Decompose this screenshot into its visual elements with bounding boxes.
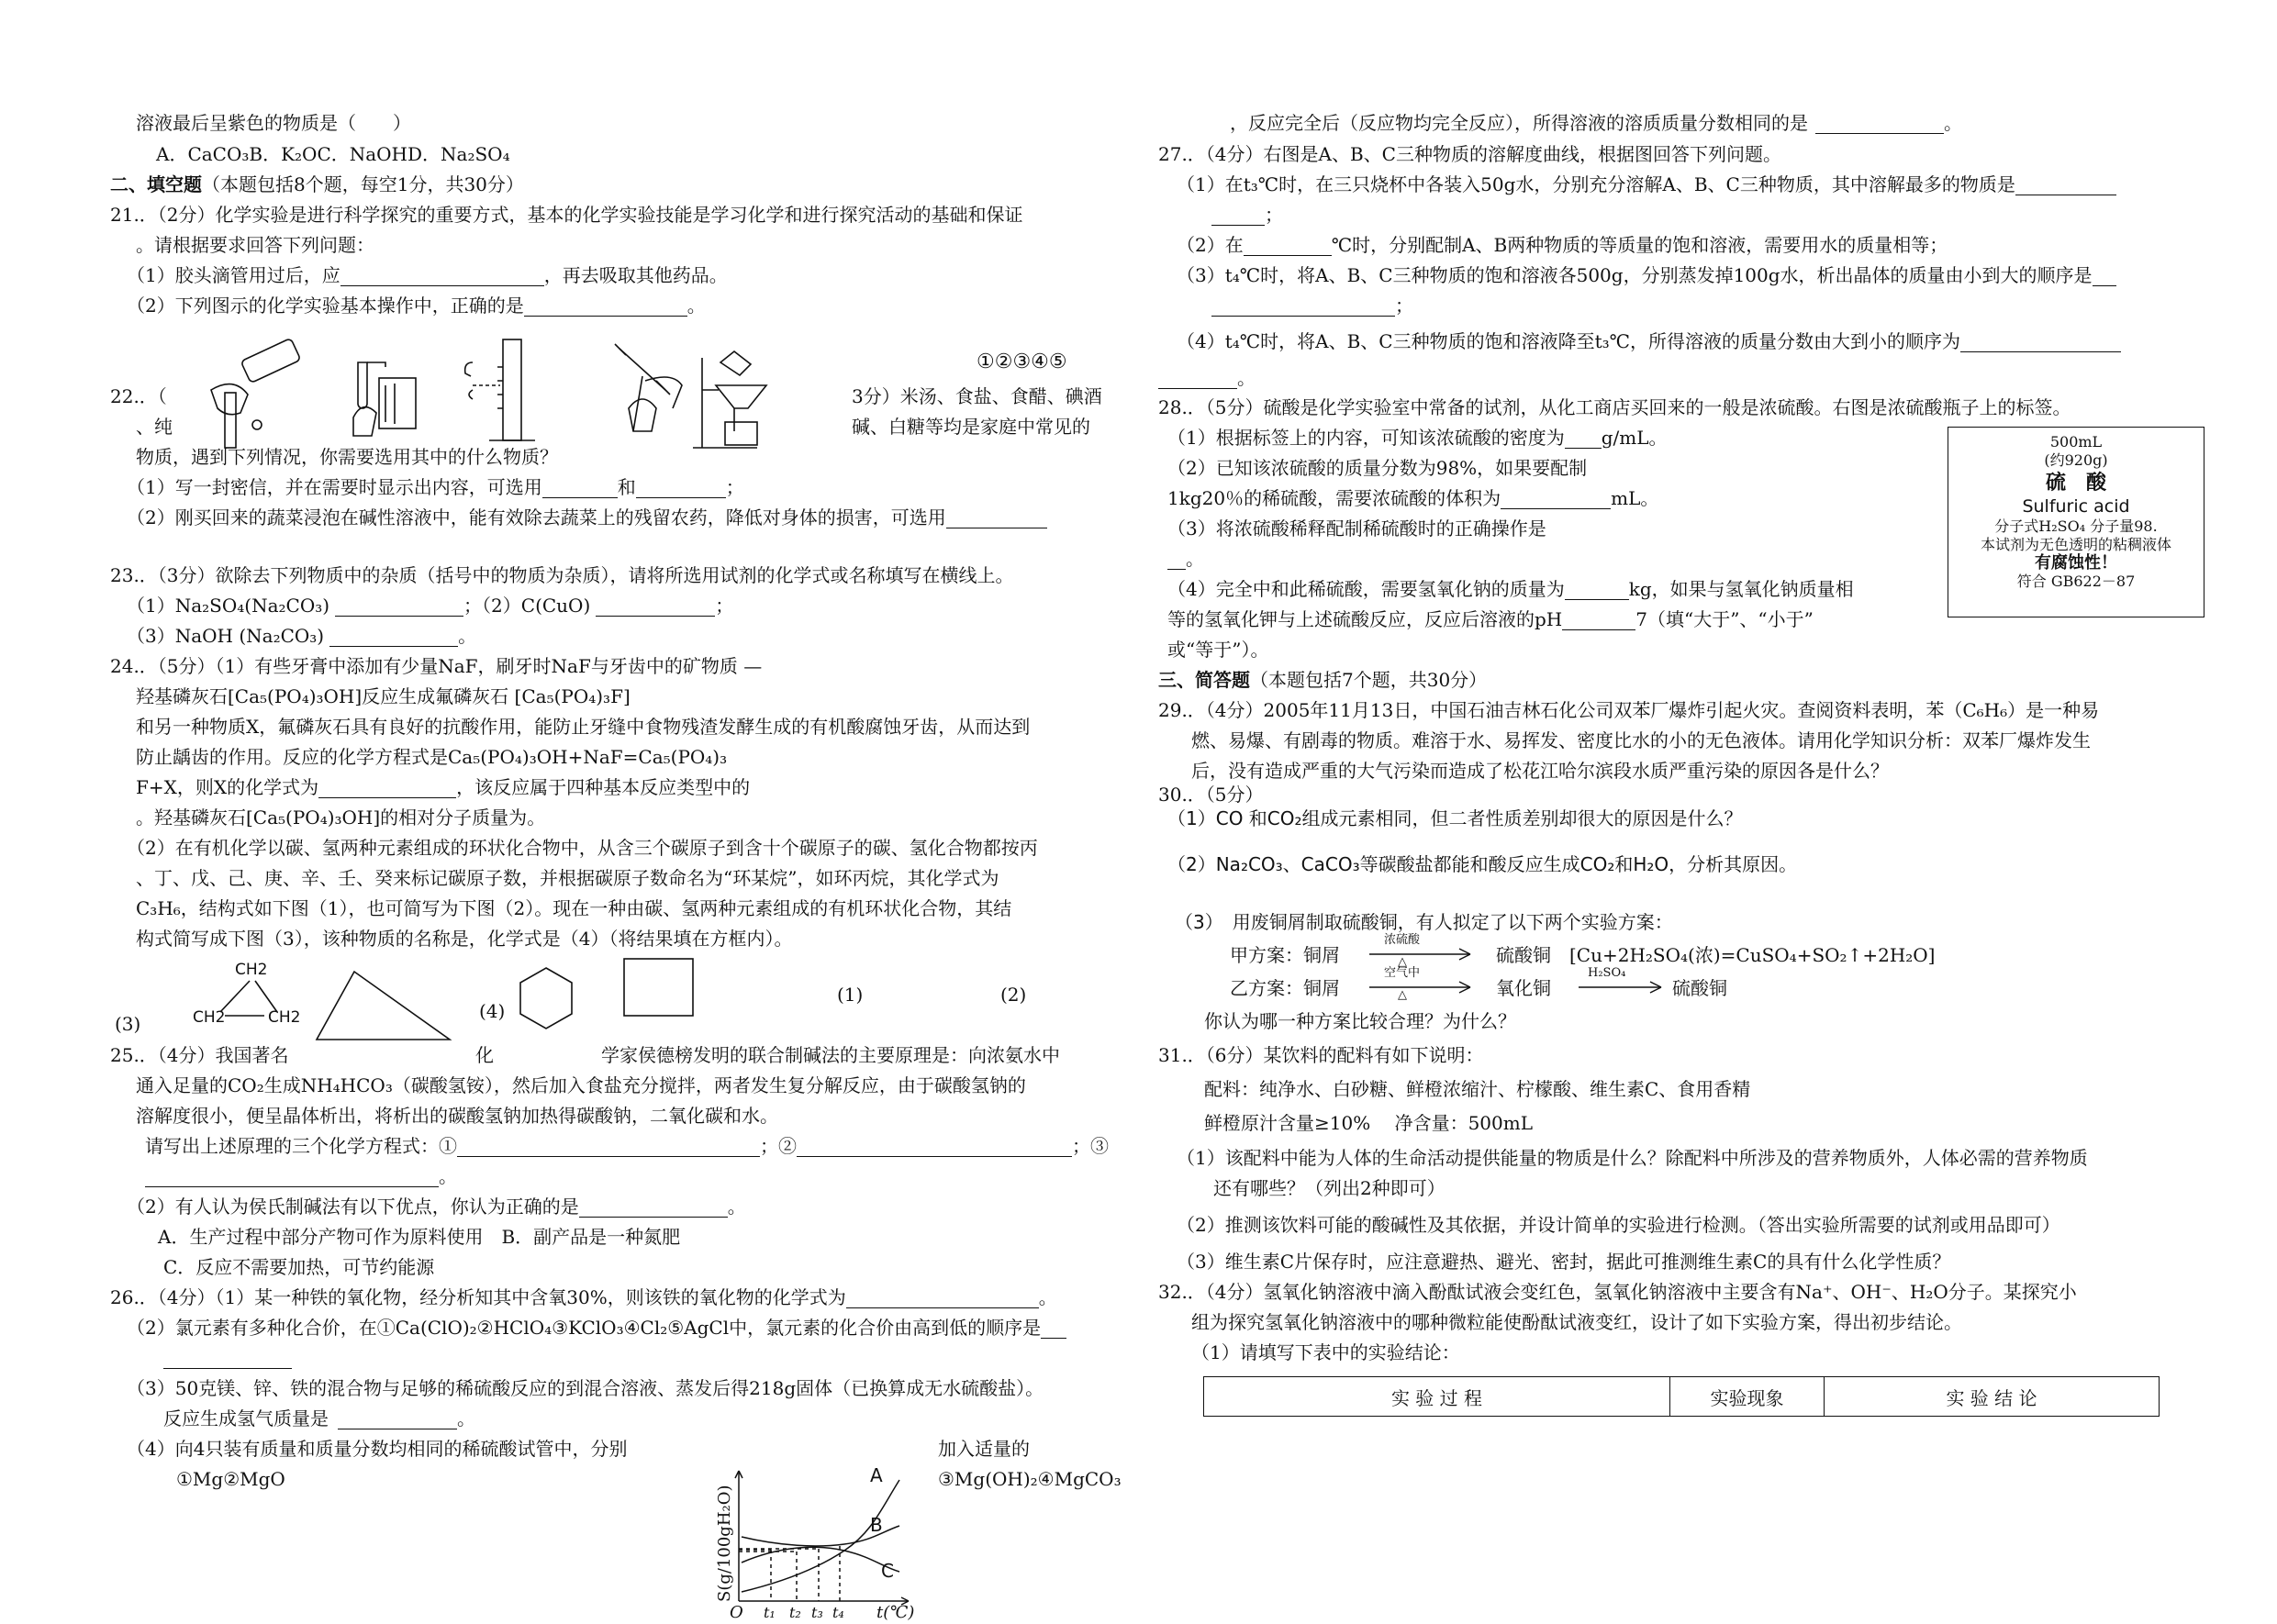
label-mass: (约920g) (2044, 451, 2108, 469)
q22-part2 (127, 506, 1047, 528)
q28-part2-cont (1167, 487, 1658, 509)
table-header-phenomenon: 实验现象 (1670, 1377, 1825, 1417)
q21-part1 (127, 264, 728, 286)
q21-part1-text: （1）胶头滴管用过后，应 (127, 264, 340, 286)
q30-part2: （2）Na₂CO₃、CaCO₃等碳酸盐都能和酸反应生成CO₂和H₂O，分析其原因。 (1167, 853, 1798, 875)
tick-t2: t₂ (789, 1604, 801, 1621)
q25-part2-tail: 。 (727, 1196, 746, 1218)
q23-part3-tail: 。 (458, 625, 477, 647)
q26-part2-text: （2）氯元素有多种化合价，在①Ca(ClO)₂②HClO₄③KClO₃④Cl₂⑤AgCl中，氯元素的化合价由高到低的顺序是 (127, 1317, 1042, 1339)
answer-box (624, 959, 693, 1016)
q26-substances-left: ①Mg②MgO (176, 1468, 285, 1490)
answer-blank[interactable] (2015, 178, 2116, 195)
section-title: 二、填空题 (110, 173, 202, 195)
q24-line: 防止龋齿的作用。反应的化学方程式是Ca₅(PO₄)₃OH+NaF=Ca₅(PO₄)₃ (136, 746, 728, 768)
answer-blank[interactable] (1565, 583, 1629, 600)
label-warning: 有腐蚀性！ (2035, 553, 2117, 573)
q30-part3: （3） 用废铜屑制取硫酸铜，有人拟定了以下两个实验方案： (1175, 911, 1673, 933)
q25-line: 通入足量的CO₂生成NH₄HCO₃（碳酸氢铵），然后加入食盐充分搅拌，两者发生复分解反应，由于碳酸氢钠的 (136, 1074, 1026, 1096)
answer-blank[interactable] (318, 781, 456, 798)
q25-option-c: C．反应不需要加热，可节约能源 (163, 1256, 435, 1278)
q26-part3-tail: 。 (457, 1407, 475, 1429)
guide-line (771, 1546, 840, 1601)
curve-c (742, 1547, 899, 1572)
q25-eq3-tail: 。 (439, 1165, 457, 1187)
answer-blank[interactable] (524, 299, 687, 317)
q28-part3: （3）将浓硫酸稀释配制稀硫酸时的正确操作是 (1167, 517, 1546, 539)
section-note: （本题包括8个题，每空1分，共30分） (202, 173, 524, 195)
answer-blank[interactable] (1158, 372, 1237, 389)
q27-part4-tail: 。 (1237, 367, 1256, 389)
label-formula: 分子式H₂SO₄ 分子量98. (1994, 517, 2158, 535)
plan-a-start: 甲方案：铜屑 (1230, 944, 1340, 966)
q27-part4-cont (1158, 367, 1256, 389)
q26-cont-text: ，反应完全后（反应物均完全反应），所得溶液的溶质质量分数相同的是 (1230, 112, 1808, 134)
q27-part1-cont (1211, 204, 1283, 226)
label-name-en: Sulfuric acid (2022, 496, 2130, 517)
answer-blank[interactable] (340, 269, 544, 286)
q21-part2 (127, 295, 706, 317)
answer-blank[interactable] (329, 629, 458, 647)
options-line: A．CaCO₃B．K₂OC．NaOHD．Na₂SO₄ (156, 143, 510, 165)
plan-b-condition: 空气中 (1384, 966, 1421, 980)
q25-part2-text: （2）有人认为侯氏制碱法有以下优点，你认为正确的是 (127, 1196, 579, 1218)
q28-part4 (1167, 578, 1854, 600)
curve-label-c: C (881, 1560, 894, 1582)
triangle-ring-icon (317, 972, 450, 1040)
q26-part4: （4）向4只装有质量和质量分数均相同的稀硫酸试管中，分别 (127, 1438, 628, 1460)
q23-part1-text: （1）Na₂SO₄(Na₂CO₃) (127, 595, 330, 617)
q24-part2-line: 、丁、戊、己、庚、辛、壬、癸来标记碳原子数，并根据碳原子数命名为“环某烷”，如环丙烷，其化学式为 (136, 867, 999, 889)
q25-eq1-text: 请写出上述原理的三个化学方程式：① (145, 1135, 457, 1157)
q28-part4-ph-tail: 7（填“大于”、“小于” (1635, 608, 1814, 630)
q23-part2-text: ；（2）C(CuO) (463, 595, 591, 617)
q31-part2: （2）推测该饮料可能的酸碱性及其依据，并设计简单的实验进行检测。（答出实验所需要的试剂或用品即可） (1177, 1214, 2060, 1236)
section-2-heading (110, 173, 524, 195)
q24-part2: （2）在有机化学以碳、氢两种元素组成的环状化合物中，从含三个碳原子到含十个碳原子的碳、氢化合物都按丙 (127, 837, 1038, 859)
q28-part4-end: 或“等于”）。 (1167, 639, 1269, 661)
q31-part3: （3）维生素C片保存时，应注意避热、避光、密封，据此可推测维生素C的具有什么化学性质？ (1177, 1251, 1951, 1273)
answer-blank[interactable] (846, 1291, 1039, 1308)
hexagon-ring-icon (520, 968, 572, 1029)
q31-part1: （1）该配料中能为人体的生命活动提供能量的物质是什么？除配料中所涉及的营养物质外，人体必需的营养物质 (1177, 1147, 2088, 1169)
section-title: 三、简答题 (1158, 669, 1250, 691)
answer-blank[interactable] (1211, 208, 1265, 226)
q25-eq3-text: ；③ (1072, 1135, 1109, 1157)
q22-option-markers: ①②③④⑤ (977, 350, 1067, 373)
answer-blank[interactable] (1562, 613, 1635, 630)
q25-part2 (127, 1196, 746, 1218)
q27-part2-tail: ℃时，分别配制A、B两种物质的等质量的饱和溶液，需要用水的质量相等； (1331, 234, 1948, 256)
ch2-label: CH2 (235, 961, 268, 979)
q26-stem (110, 1286, 1057, 1308)
section-note: （本题包括7个题，共30分） (1250, 669, 1488, 691)
q28-part4-mid: kg，如果与氢氧化钠质量相 (1628, 578, 1854, 600)
answer-blank[interactable] (1815, 117, 1944, 134)
answer-blank[interactable] (596, 599, 715, 617)
q29-stem: 29.．（4分）2005年11月13日，中国石油吉林石化公司双苯厂爆炸引起火灾。查阅资料表明，苯（C₆H₆）是一种易 (1158, 699, 2100, 721)
q27-part1-tail: ； (1265, 204, 1283, 226)
plan-b-end: 硫酸铜 (1672, 977, 1727, 999)
filtration-apparatus-icon (693, 351, 766, 448)
q25-stem: 25.．（4分）我国著名 (110, 1044, 289, 1066)
q31-stem: 31.．（6分）某饮料的配料有如下说明： (1158, 1044, 1484, 1066)
bond-line (220, 981, 250, 1012)
plan-b-reagent: H₂SO₄ (1588, 966, 1626, 980)
plan-a-condition: 浓硫酸 (1384, 933, 1421, 947)
plan-b-intermediate: 氧化铜 (1496, 977, 1551, 999)
answer-blank[interactable] (1244, 239, 1332, 256)
q30-part1: （1）CO 和CO₂组成元素相同，但二者性质差别却很大的原因是什么？ (1167, 807, 1743, 829)
tick-t3: t₃ (811, 1604, 823, 1621)
q28-part3-cont (1167, 548, 1204, 570)
q27-part3-tail: ； (1395, 295, 1413, 317)
tick-t4: t₄ (832, 1604, 844, 1621)
graph-origin: O (730, 1603, 743, 1622)
q26-part2-blank (163, 1347, 292, 1369)
pouring-bottle-icon (211, 339, 301, 448)
text-line: 溶液最后呈紫色的物质是（ ） (136, 112, 411, 134)
q29-line: 后，没有造成严重的大气污染而造成了松花江哈尔滨段水质严重污染的原因各是什么？ (1191, 760, 1889, 782)
q24-x-formula-text: F+X，则X的化学式为 (136, 776, 319, 798)
graph-x-label: t(℃) (876, 1603, 915, 1622)
q26-part3: （3）50克镁、锌、铁的混合物与足够的稀硫酸反应的到混合溶液、蒸发后得218g固体（已换算成无水硫酸盐）。 (127, 1377, 1044, 1399)
q27-part2-text: （2）在 (1177, 234, 1244, 256)
q23-part3-text: （3）NaOH (Na₂CO₃) (127, 625, 325, 647)
ch2-label: CH2 (268, 1008, 301, 1027)
q30-question: 你认为哪一种方案比较合理？为什么？ (1204, 1010, 1516, 1032)
q27-part3 (1177, 264, 2116, 286)
q21-stem: 21.．（2分）化学实验是进行科学探究的重要方式，基本的化学实验技能是学习化学和进行探究活动的基础和保证 (110, 204, 1023, 226)
q24-molar-mass-text: 。羟基磷灰石[Ca₅(PO₄)₃OH]的相对分子质量为 (136, 806, 528, 829)
q24-part2-line: 构式简写成下图（3），该种物质的名称是，化学式是（4）（将结果填在方框内）。 (136, 928, 793, 950)
q28-part2: （2）已知该浓硫酸的质量分数为98%，如果要配制 (1167, 457, 1588, 479)
q25-stem: 学家侯德榜发明的联合制碱法的主要原理是：向浓氨水中 (601, 1044, 1060, 1066)
graph-y-label: S(g/100gH₂O) (715, 1485, 734, 1602)
answer-blank[interactable] (1960, 335, 2121, 352)
q21-part1-tail: ，再去吸取其他药品。 (543, 264, 728, 286)
q25-eq3-line (145, 1165, 457, 1187)
answer-blank[interactable] (1211, 299, 1395, 317)
q24-molar-mass-tail: 。 (527, 806, 546, 829)
q22-part1-and: 和 (617, 476, 636, 498)
q25-stem: 化 (475, 1044, 494, 1066)
q24-line: 和另一种物质X，氟磷灰石具有良好的抗酸作用，能防止牙缝中食物残渣发酵生成的有机酸腐蚀牙齿，从而达到 (136, 716, 1031, 738)
q28-part1-text: （1）根据标签上的内容，可知该浓硫酸的密度为 (1167, 427, 1565, 449)
q21-part2-tail: 。 (686, 295, 706, 317)
answer-blank[interactable] (1167, 552, 1186, 570)
tick-t1: t₁ (764, 1604, 776, 1621)
answer-blank[interactable] (579, 1200, 728, 1218)
q27-part3-text: （3）t₄℃时，将A、B、C三种物质的饱和溶液各500g，分别蒸发掉100g水，析出晶体的质量由小到大的顺序是 (1177, 264, 2093, 286)
q32-stem: 32.．（4分）氢氧化钠溶液中滴入酚酞试液会变红色，氢氧化钠溶液中主要含有Na⁺、OH⁻、H₂O分子。某探究小 (1158, 1281, 2077, 1303)
q28-part4-text: （4）完全中和此稀硫酸，需要氢氧化钠的质量为 (1167, 578, 1565, 600)
answer-blank[interactable] (163, 1351, 292, 1369)
q25-line: 溶解度很小，便呈晶体析出，将析出的碳酸氢钠加热得碳酸钠，二氧化碳和水。 (136, 1105, 778, 1127)
answer-blank[interactable] (946, 511, 1047, 528)
q28-part1 (1167, 427, 1668, 449)
q28-part2-text: 1kg20％的稀硫酸，需要浓硫酸的体积为 (1167, 487, 1501, 509)
q24-line (136, 776, 750, 798)
heating-apparatus-icon (615, 344, 682, 431)
q24-part2-line: C₃H₆，结构式如下图（1），也可简写为下图（2）。现在一种由碳、氢两种元素组成的有机环状化合物，其结 (136, 897, 1012, 919)
solubility-curve-graph (716, 1463, 927, 1615)
q22-stem-right2: 碱、白糖等均是家庭中常见的 (852, 416, 1090, 438)
q26-part3-text: 反应生成氢气质量是 (163, 1407, 329, 1429)
curve-label-b: B (870, 1514, 883, 1536)
figure-label: (1) (837, 984, 864, 1006)
q28-stem: 28.．（5分）硫酸是化学实验室中常备的试剂，从化工商店买回来的一般是浓硫酸。右图是浓硫酸瓶子上的标签。 (1158, 396, 2071, 418)
q27-part4 (1177, 330, 2121, 352)
answer-blank[interactable] (2093, 269, 2116, 286)
label-volume: 500mL (2049, 433, 2103, 450)
q31-part1-cont: 还有哪些？（列出2种即可） (1213, 1177, 1445, 1199)
q24-line: 羟基磷灰石[Ca₅(PO₄)₃OH]反应生成氟磷灰石 [Ca₅(PO₄)₃F] (136, 685, 631, 707)
experiment-table (1203, 1376, 2160, 1417)
q22-stem-cont: 物质，遇到下列情况，你需要选用其中的什么物质？ (136, 446, 558, 468)
q22-part2-text: （2）刚买回来的蔬菜浸泡在碱性溶液中，能有效除去蔬菜上的残留农药，降低对身体的损害，可选用 (127, 506, 946, 528)
q28-part4-ph-text: 等的氢氧化钾与上述硫酸反应，反应后溶液的pH (1167, 608, 1563, 630)
q27-part1 (1177, 173, 2116, 195)
q23-part3 (127, 625, 476, 647)
answer-blank[interactable] (636, 481, 726, 498)
q25-equations (145, 1135, 1109, 1157)
q27-part1-text: （1）在t₃℃时，在三只烧杯中各装入50g水，分别充分溶解A、B、C三种物质，其中溶解最多的物质是 (1177, 173, 2015, 195)
q24-stem: 24.．（5分）（1）有些牙膏中添加有少量NaF，刷牙时NaF与牙齿中的矿物质 — (110, 655, 763, 677)
curve-label-a: A (870, 1464, 883, 1486)
q26-part2 (127, 1317, 1066, 1339)
sulfuric-acid-label (1948, 427, 2204, 617)
label-standard: 符合 GB622－87 (2016, 573, 2136, 590)
answer-blank[interactable] (542, 481, 618, 498)
plan-b-start: 乙方案：铜屑 (1230, 977, 1340, 999)
q27-part4-text: （4）t₄℃时，将A、B、C三种物质的饱和溶液降至t₃℃，所得溶液的质量分数由大到小的顺序为 (1177, 330, 1961, 352)
figure-label: (3) (115, 1013, 141, 1035)
q22-stem-right: 3分）米汤、食盐、食醋、碘酒 (852, 385, 1102, 407)
answer-blank[interactable] (1501, 492, 1611, 509)
figure-label: (4) (479, 1000, 506, 1022)
q25-options: A．生产过程中部分产物可作为原料使用 B．副产品是一种氮肥 (158, 1226, 681, 1248)
q26-cont-tail: 。 (1944, 112, 1962, 134)
plan-a-heat: △ (1398, 955, 1407, 969)
q26-cont (1230, 112, 1962, 134)
q21-part2-text: （2）下列图示的化学实验基本操作中，正确的是 (127, 295, 524, 317)
q28-part3-tail: 。 (1186, 548, 1204, 570)
answer-blank[interactable] (338, 1412, 457, 1429)
q31-content: 鲜橙原汁含量≥10% 净含量：500mL (1204, 1112, 1533, 1134)
q22-part1 (127, 476, 744, 498)
plan-b-heat: △ (1398, 988, 1407, 1002)
q27-part3-cont (1211, 295, 1413, 317)
answer-blank[interactable] (145, 1170, 439, 1187)
section-3-heading (1158, 669, 1487, 691)
q26-substances-right: ③Mg(OH)₂④MgCO₃ (938, 1468, 1122, 1490)
q31-ingredients: 配料：纯净水、白砂糖、鲜橙浓缩汁、柠檬酸、维生素C、食用香精 (1204, 1078, 1751, 1100)
q27-stem: 27.．（4分）右图是A、B、C三种物质的溶解度曲线，根据图回答下列问题。 (1158, 143, 1781, 165)
q22-part1-text: （1）写一封密信，并在需要时显示出内容，可选用 (127, 476, 542, 498)
q21-stem-cont: 。请根据要求回答下列问题： (136, 234, 374, 256)
q28-part2-tail: mL。 (1611, 487, 1659, 509)
answer-blank[interactable] (1041, 1321, 1066, 1339)
plan-a-end: 硫酸铜 [Cu+2H₂SO₄(浓)=CuSO₄+SO₂↑+2H₂O] (1496, 944, 1936, 966)
q32-part1: （1）请填写下表中的实验结论： (1191, 1341, 1460, 1363)
q26-part1-text: 26.．（4分）（1）某一种铁的氧化物，经分析知其中含氧30%，则该铁的氧化物的化学式为 (110, 1286, 846, 1308)
measuring-cylinder-icon (465, 339, 535, 440)
q22-part1-tail: ； (725, 476, 744, 498)
figure-label: (2) (1000, 984, 1027, 1006)
answer-blank[interactable] (797, 1140, 1072, 1157)
q25-eq2-text: ；② (760, 1135, 797, 1157)
label-name-cn: 硫 酸 (2045, 471, 2106, 495)
q28-part4-cont (1167, 608, 1814, 630)
q26-part1-tail: 。 (1038, 1286, 1057, 1308)
q28-part1-tail: g/mL。 (1601, 427, 1668, 449)
answer-blank[interactable] (457, 1140, 760, 1157)
q24-reaction-type-text: ，该反应属于四种基本反应类型中的 (456, 776, 751, 798)
q26-part4-right: 加入适量的 (938, 1438, 1030, 1460)
q22-stem: 22.．（ (110, 385, 167, 407)
q24-line (136, 806, 545, 829)
answer-blank[interactable] (1565, 431, 1602, 449)
q32-line: 组为探究氢氧化钠溶液中的哪种微粒能使酚酞试液变红，设计了如下实验方案，得出初步结论。 (1191, 1311, 1962, 1333)
ch2-label: CH2 (193, 1008, 226, 1027)
table-header-process: 实 验 过 程 (1204, 1377, 1670, 1417)
q27-part2 (1177, 234, 1948, 256)
q22-stem-left2: 、纯 (136, 416, 173, 438)
bond-line (255, 981, 277, 1012)
q23-stem: 23.．（3分）欲除去下列物质中的杂质（括号中的物质为杂质），请将所选用试剂的化学式或名称填写在横线上。 (110, 564, 1014, 586)
q26-part3-cont (163, 1407, 475, 1429)
q23-part2-tail: ； (715, 595, 734, 617)
table-row (1204, 1377, 2160, 1417)
q23-part1 (127, 595, 733, 617)
table-header-conclusion: 实 验 结 论 (1825, 1377, 2160, 1417)
q29-line: 燃、易爆、有剧毒的物质。难溶于水、易挥发、密度比水的小的无色液体。请用化学知识分析：双苯厂爆炸发生 (1191, 729, 2091, 751)
q30-stem: 30.．（5分） (1158, 784, 1264, 806)
answer-blank[interactable] (335, 599, 463, 617)
test-tube-icon (353, 362, 416, 436)
label-description: 本试剂为无色透明的粘稠液体 (1980, 536, 2171, 553)
